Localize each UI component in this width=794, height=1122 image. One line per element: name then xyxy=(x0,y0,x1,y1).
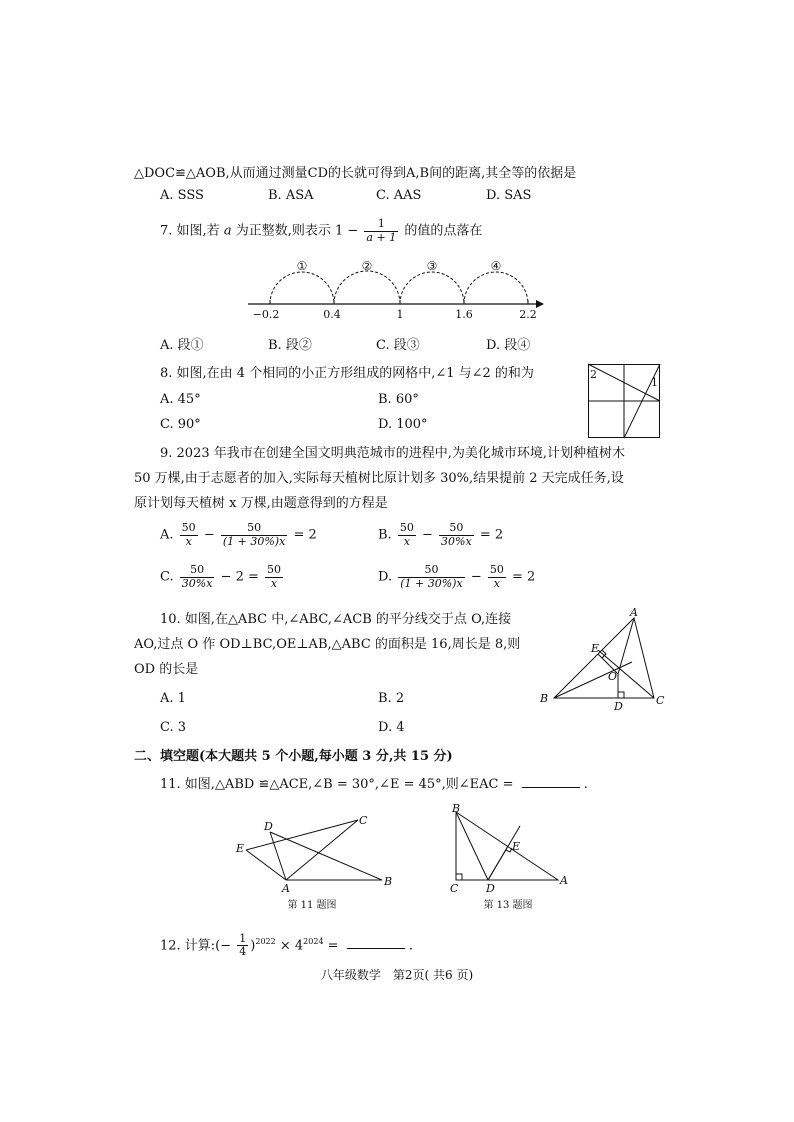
q12-exp-2: 2024 xyxy=(303,937,324,946)
fig11-point-d-label: D xyxy=(264,820,273,833)
q7-stem-pre: 7. 如图,若 xyxy=(160,223,220,239)
q7-stem-post: 的值的点落在 xyxy=(404,223,483,239)
number-line-figure xyxy=(240,256,550,322)
q12-post: = xyxy=(327,938,339,954)
segment-arc-4 xyxy=(464,272,528,304)
q12-fraction: $\frac{1}{4}$ xyxy=(239,931,247,959)
page-footer: 八年级数学 第2页( 共6 页) xyxy=(320,968,474,982)
q9-option-c: C. $\frac{50}{30\%x}$ − 2 = $\frac{50}{x}$ xyxy=(160,563,282,590)
tick-label-2: 0.4 xyxy=(323,308,341,321)
angle-2-label: 2 xyxy=(590,368,597,381)
q10-option-c: C. 3 xyxy=(160,720,187,735)
point-o-label: O xyxy=(608,670,618,683)
q10-option-d: D. 4 xyxy=(378,720,405,735)
q6-option-c: C. AAS xyxy=(376,188,422,203)
q9-line-3: 原计划每天植树 x 万棵,由题意得到的方程是 xyxy=(134,496,388,511)
point-e-label: E xyxy=(591,642,600,655)
arrow-icon xyxy=(536,300,544,308)
q12-pre: 12. 计算:(− xyxy=(160,938,232,954)
segment-label-4: ④ xyxy=(490,259,502,273)
tick-label-4: 1.6 xyxy=(455,308,473,321)
tick-label-5: 2.2 xyxy=(519,308,537,321)
fig11-caption: 第 11 题图 xyxy=(287,900,337,911)
q8-stem: 8. 如图,在由 4 个相同的小正方形组成的网格中,∠1 与∠2 的和为 xyxy=(160,366,534,381)
q11-stem-text: 11. 如图,△ABD ≌△ACE,∠B = 30°,∠E = 45°,则∠EAC = xyxy=(160,777,514,792)
segment-label-1: ① xyxy=(296,259,308,273)
q10-line-3: OD 的长是 xyxy=(134,662,199,677)
q9-line-1: 9. 2023 年我市在创建全国文明典范城市的进程中,为美化城市环境,计划种植树木 xyxy=(160,446,626,461)
fig13-point-a-label: A xyxy=(560,874,568,887)
q10-line-1: 10. 如图,在△ABC 中,∠ABC,∠ACB 的平分线交于点 O,连接 xyxy=(160,612,512,627)
grid-figure xyxy=(588,364,660,438)
segment-arc-1 xyxy=(270,272,334,304)
q10-option-b: B. 2 xyxy=(378,691,405,706)
q10-line-2: AO,过点 O 作 OD⊥BC,OE⊥AB,△ABC 的面积是 16,周长是 8,则 xyxy=(134,637,521,652)
q6-stem-tail: △DOC≌△AOB,从而通过测量CD的长就可得到A,B间的距离,其全等的依据是 xyxy=(134,166,577,181)
triangle-figure-11 xyxy=(232,812,398,912)
q8-option-b: B. 60° xyxy=(378,392,419,407)
point-d-label: D xyxy=(614,700,623,713)
fig11-point-c-label: C xyxy=(359,814,368,827)
segment-label-2: ② xyxy=(361,259,373,273)
q7-stem-mid: 为正整数,则表示 1 − xyxy=(235,223,359,239)
q7-frac-num: 1 xyxy=(364,218,398,232)
fig13-caption: 第 13 题图 xyxy=(483,900,533,911)
fig11-point-b-label: B xyxy=(384,875,393,888)
q7-var: a xyxy=(223,223,232,239)
q7-stem xyxy=(160,218,482,245)
segment-arc-3 xyxy=(400,272,464,304)
q7-option-c: C. 段③ xyxy=(376,338,420,353)
fig13-point-b-label: B xyxy=(452,802,461,815)
angle-1-label: 1 xyxy=(651,376,658,389)
q6-option-a: A. SSS xyxy=(160,188,204,203)
q11-answer-blank[interactable] xyxy=(522,787,580,788)
triangle-figure-13 xyxy=(448,804,578,912)
q9-line-2: 50 万棵,由于志愿者的加入,实际每天植树比原计划多 30%,结果提前 2 天完成任务,设 xyxy=(134,471,624,486)
q6-option-b: B. ASA xyxy=(268,188,314,203)
q9-option-d: D. $\frac{50}{(1 + 30\%)x}$ − $\frac{50}{x}$ = 2 xyxy=(378,563,536,590)
section-2-title: 二、填空题(本大题共 5 个小题,每小题 3 分,共 15 分) xyxy=(134,749,453,764)
segment-arc-2 xyxy=(334,271,400,304)
tick-label-1: −0.2 xyxy=(252,308,280,321)
fig11-point-a-label: A xyxy=(282,882,290,895)
q12-mid: × 4 xyxy=(279,938,304,954)
q7-frac-den: a + 1 xyxy=(366,230,397,244)
q7-option-b: B. 段② xyxy=(268,338,312,353)
q8-option-a: A. 45° xyxy=(160,392,201,407)
segment-label-3: ③ xyxy=(426,259,438,273)
q9-option-b: B. $\frac{50}{x}$ − $\frac{50}{30\%x}$ = 2 xyxy=(378,521,504,548)
fig13-point-c-label: C xyxy=(450,882,459,895)
q6-option-d: D. SAS xyxy=(486,188,532,203)
triangle-figure-q10 xyxy=(536,608,666,712)
q12-stem: 12. 计算:(− $\frac{1}{4}$ )$^{2022} \times 4^{2024}$ = . xyxy=(160,931,413,959)
q7-fraction xyxy=(364,218,398,244)
q10-option-a: A. 1 xyxy=(160,691,186,706)
q7-option-a: A. 段① xyxy=(160,338,204,353)
point-b-label: B xyxy=(540,692,549,705)
tick-label-3: 1 xyxy=(396,308,404,321)
fig13-point-d-label: D xyxy=(486,882,495,895)
q9-option-a: A. $\frac{50}{x}$ − $\frac{50}{(1 + 30\%)x}$ = 2 xyxy=(160,521,317,548)
q8-option-d: D. 100° xyxy=(378,417,428,432)
q12-answer-blank[interactable] xyxy=(347,948,405,949)
q8-option-c: C. 90° xyxy=(160,417,201,432)
point-a-label: A xyxy=(630,606,638,619)
fig11-point-e-label: E xyxy=(236,842,245,855)
q11-stem: 11. 如图,△ABD ≌△ACE,∠B = 30°,∠E = 45°,则∠EAC = . xyxy=(160,777,588,792)
q7-option-d: D. 段④ xyxy=(486,338,531,353)
q12-exp-1: 2022 xyxy=(255,937,276,946)
point-c-label: C xyxy=(656,694,665,707)
fig13-point-e-label: E xyxy=(512,840,521,853)
